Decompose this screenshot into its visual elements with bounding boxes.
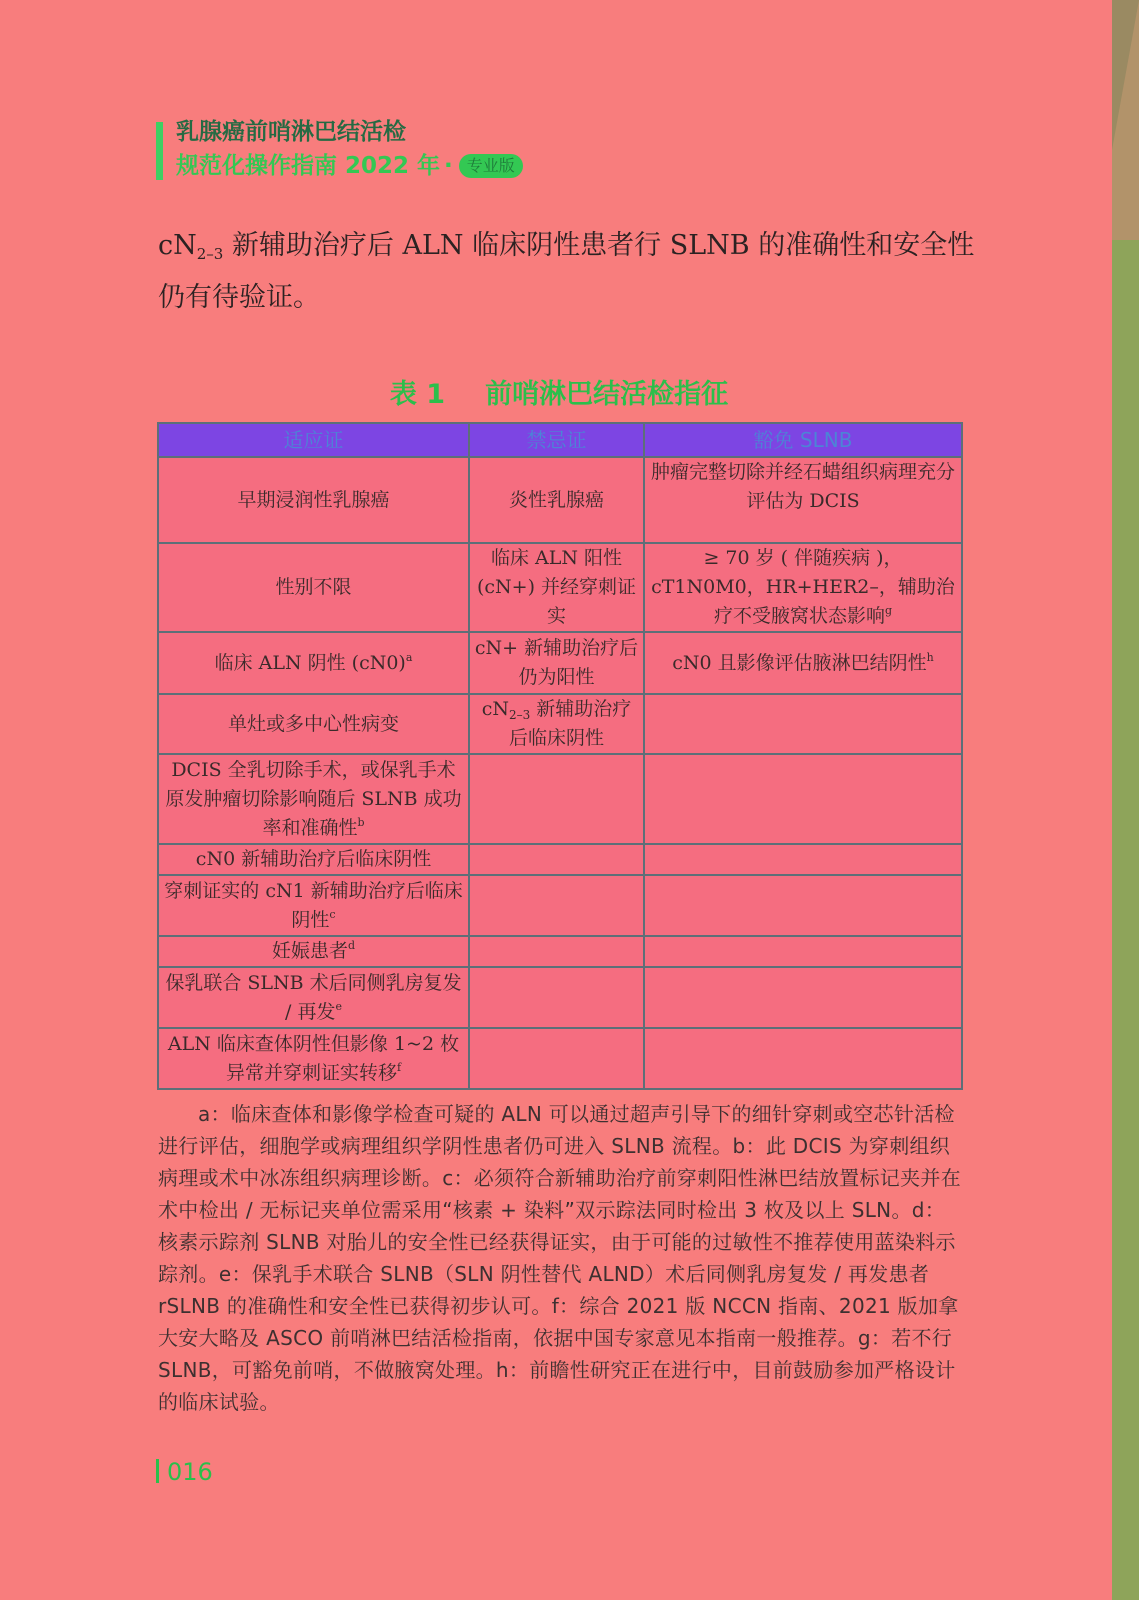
cell-indication (158, 754, 469, 844)
cell-indication (158, 1028, 469, 1089)
footnote-mark: c (329, 907, 336, 921)
cell-text: ALN 临床查体阴性但影像 1~2 枚异常并穿刺证实转移 (167, 1032, 460, 1084)
cell-text: ≥ 70 岁 ( 伴随疾病 )，cT1N0M0，HR+HER2–，辅助治疗不受腋窝状态影响 (651, 547, 955, 627)
col-header-indications: 适应证 (158, 423, 469, 457)
cell-indication (158, 875, 469, 936)
table-row (158, 1028, 962, 1089)
page-corner (1112, 0, 1139, 150)
cell-exemption (644, 457, 962, 543)
cell-text: 妊娠患者 (271, 940, 348, 962)
table-footnotes (158, 1098, 964, 1418)
cell-text: 早期浸润性乳腺癌 (237, 488, 390, 511)
cell-contraindication (469, 543, 644, 632)
edition-badge: 专业版 (459, 154, 523, 178)
cell-contraindication (469, 754, 644, 844)
footnote-mark: f (396, 1060, 402, 1074)
cell-indication (158, 694, 469, 754)
page-number (156, 1458, 213, 1486)
footnote-mark: g (884, 604, 893, 617)
cell-text: 穿刺证实的 cN1 新辅助治疗后临床阴性 (164, 879, 463, 931)
cell-contraindication (469, 967, 644, 1028)
header-subtitle (176, 152, 523, 180)
table-row (158, 967, 962, 1028)
table-row (158, 936, 962, 967)
table-number: 表 1 (389, 379, 446, 410)
cell-contraindication (469, 936, 644, 967)
cell-contraindication (469, 844, 644, 875)
cell-text-prefix: cN (481, 698, 509, 720)
cell-exemption (644, 754, 962, 844)
cell-exemption (644, 543, 962, 632)
intro-part1: cN (158, 230, 197, 261)
cell-exemption (644, 936, 962, 967)
page-edge-bar (1112, 0, 1139, 1600)
cell-exemption (644, 632, 962, 694)
cell-text: 炎性乳腺癌 (508, 488, 604, 511)
intro-subscript: 2–3 (196, 245, 224, 263)
cell-text: cN0 且影像评估腋淋巴结阴性 (672, 651, 927, 674)
cell-exemption (644, 875, 962, 936)
cell-indication (158, 967, 469, 1028)
page-number-bar (156, 1459, 159, 1483)
cell-contraindication (469, 457, 644, 543)
cell-exemption (644, 694, 962, 754)
footnote-paragraph: a：临床查体和影像学检查可疑的 ALN 可以通过超声引导下的细针穿刺或空芯针活检进行评估，细胞学或病理组织学阴性患者仍可进入 SLNB 流程。b：此 DCIS 为穿刺组织病理或术中冰冻组织病理诊断。c：必须符合新辅助治疗前穿刺阳性淋巴结放置标记夹并在术中检出 / 无标记夹单位需采用“核素 + 染料”双示踪法同时检出 3 枚及以上 SLN。d：核素示踪剂 SLNB 对胎儿的安全性已经获得证实，由于可能的过敏性不推荐使用蓝染料示踪剂。e：保乳手术联合 SLNB（SLN 阴性替代 ALND）术后同侧乳房复发 / 再发患者 rSLNB 的准确性和安全性已获得初步认可。f：综合 2021 版 NCCN 指南、2021 版加拿大安大略及 ASCO 前哨淋巴结活检指南，依据中国专家意见本指南一般推荐。g：若不行 SLNB，可豁免前哨，不做腋窝处理。h：前瞻性研究正在进行中，目前鼓励参加严格设计的临床试验。 (158, 1102, 961, 1414)
table-row (158, 754, 962, 844)
table-title: 前哨淋巴结活检指征 (485, 379, 729, 410)
cell-subscript: 2–3 (508, 708, 531, 722)
col-header-contraindications: 禁忌证 (469, 423, 644, 457)
table-row (158, 844, 962, 875)
cell-indication (158, 844, 469, 875)
footnote-mark: d (347, 939, 356, 952)
cell-indication (158, 936, 469, 967)
cell-exemption (644, 844, 962, 875)
cell-indication (158, 632, 469, 694)
table-row (158, 875, 962, 936)
cell-text: cN+ 新辅助治疗后仍为阳性 (474, 637, 639, 688)
header-subtitle-text: 规范化操作指南 2022 年 (176, 153, 441, 179)
cell-text: 性别不限 (275, 576, 352, 598)
table-row (158, 632, 962, 694)
cell-text: cN0 新辅助治疗后临床阴性 (195, 848, 432, 870)
footnote-mark: h (926, 650, 934, 664)
cell-exemption (644, 967, 962, 1028)
cell-exemption (644, 1028, 962, 1089)
cell-indication (158, 543, 469, 632)
cell-contraindication (469, 875, 644, 936)
cell-text: 肿瘤完整切除并经石蜡组织病理充分评估为 DCIS (650, 461, 955, 512)
cell-text: 新辅助治疗后临床阴性 (508, 698, 632, 749)
cell-contraindication (469, 632, 644, 694)
cell-contraindication (469, 1028, 644, 1089)
running-header (156, 118, 756, 184)
footnote-mark: a (405, 650, 413, 664)
table-row (158, 543, 962, 632)
cell-indication (158, 457, 469, 543)
intro-part2: 新辅助治疗后 ALN 临床阴性患者行 SLNB 的准确性和安全性仍有待验证。 (158, 230, 975, 313)
col-header-exemption: 豁免 SLNB (644, 423, 962, 457)
cell-text: 单灶或多中心性病变 (227, 712, 399, 735)
header-accent-bar (156, 122, 163, 180)
table-row (158, 457, 962, 543)
cell-text: DCIS 全乳切除手术，或保乳手术原发肿瘤切除影响随后 SLNB 成功率和准确性 (165, 758, 462, 839)
footnote-mark: e (335, 999, 342, 1013)
intro-paragraph (158, 220, 978, 324)
cell-text: 临床 ALN 阳性 (cN+) 并经穿刺证实 (476, 547, 637, 627)
header-dot: · (444, 153, 453, 179)
table-caption (158, 372, 960, 411)
header-title: 乳腺癌前哨淋巴结活检 (176, 119, 406, 145)
table-header-row (158, 423, 962, 457)
cell-text: 保乳联合 SLNB 术后同侧乳房复发 / 再发 (165, 971, 462, 1023)
cell-contraindication (469, 694, 644, 754)
table-row (158, 694, 962, 754)
indication-table (157, 422, 963, 1090)
page-number-text: 016 (167, 1458, 213, 1486)
footnote-mark: b (357, 815, 365, 829)
cell-text: 临床 ALN 阴性 (cN0) (214, 651, 406, 674)
